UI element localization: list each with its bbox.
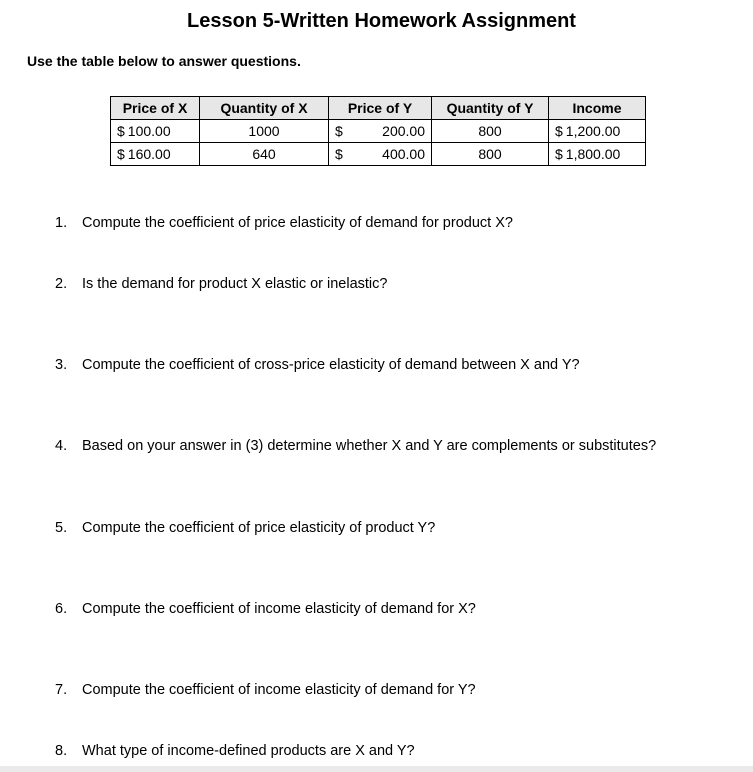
currency-symbol: $	[555, 123, 563, 139]
cell-price-y	[329, 143, 432, 166]
question-text: Compute the coefficient of price elasticity of product Y?	[82, 520, 436, 536]
question-number: 8.	[55, 743, 68, 759]
header-quantity-y: Quantity of Y	[432, 97, 549, 120]
header-income: Income	[549, 97, 646, 120]
amount: 100.00	[127, 123, 171, 139]
cell-price-x	[111, 143, 200, 166]
table-row	[111, 120, 646, 143]
currency-symbol: $	[335, 146, 343, 162]
cell-price-x	[111, 120, 200, 143]
currency-symbol: $	[117, 146, 125, 162]
question-3	[55, 357, 580, 373]
header-price-y: Price of Y	[329, 97, 432, 120]
cell-quantity-x: 1000	[200, 120, 329, 143]
question-number: 2.	[55, 276, 68, 292]
question-number: 3.	[55, 357, 68, 373]
question-number: 4.	[55, 438, 68, 454]
currency-symbol: $	[555, 146, 563, 162]
question-text: Compute the coefficient of cross-price elasticity of demand between X and Y?	[82, 357, 580, 373]
question-number: 7.	[55, 682, 68, 698]
question-text: Compute the coefficient of income elasticity of demand for X?	[82, 601, 476, 617]
amount: 160.00	[127, 146, 171, 162]
cell-income	[549, 120, 646, 143]
header-quantity-x: Quantity of X	[200, 97, 329, 120]
question-number: 6.	[55, 601, 68, 617]
cell-price-y	[329, 120, 432, 143]
cell-income	[549, 143, 646, 166]
question-number: 5.	[55, 520, 68, 536]
question-number: 1.	[55, 215, 68, 231]
amount: 1,800.00	[565, 146, 621, 162]
question-text: Is the demand for product X elastic or inelastic?	[82, 276, 388, 292]
question-2	[55, 276, 387, 292]
amount: 400.00	[382, 146, 425, 162]
instruction-text: Use the table below to answer questions.	[27, 53, 301, 69]
page-title: Lesson 5-Written Homework Assignment	[187, 10, 576, 32]
question-text: Compute the coefficient of price elasticity of demand for product X?	[82, 215, 513, 231]
header-price-x: Price of X	[111, 97, 200, 120]
amount: 200.00	[382, 123, 425, 139]
currency-symbol: $	[335, 123, 343, 139]
cell-quantity-x: 640	[200, 143, 329, 166]
cell-quantity-y: 800	[432, 120, 549, 143]
question-text: Compute the coefficient of income elasticity of demand for Y?	[82, 682, 476, 698]
question-1	[55, 215, 513, 231]
question-7	[55, 682, 476, 698]
question-8	[55, 743, 415, 759]
question-text: What type of income-defined products are X and Y?	[82, 743, 415, 759]
data-table	[110, 96, 646, 166]
question-4	[55, 438, 656, 454]
page-bottom-edge	[0, 766, 753, 772]
amount: 1,200.00	[565, 123, 621, 139]
currency-symbol: $	[117, 123, 125, 139]
table-header-row	[111, 97, 646, 120]
question-text: Based on your answer in (3) determine whether X and Y are complements or substitutes?	[82, 438, 657, 454]
question-6	[55, 601, 476, 617]
question-5	[55, 520, 435, 536]
table-row	[111, 143, 646, 166]
cell-quantity-y: 800	[432, 143, 549, 166]
